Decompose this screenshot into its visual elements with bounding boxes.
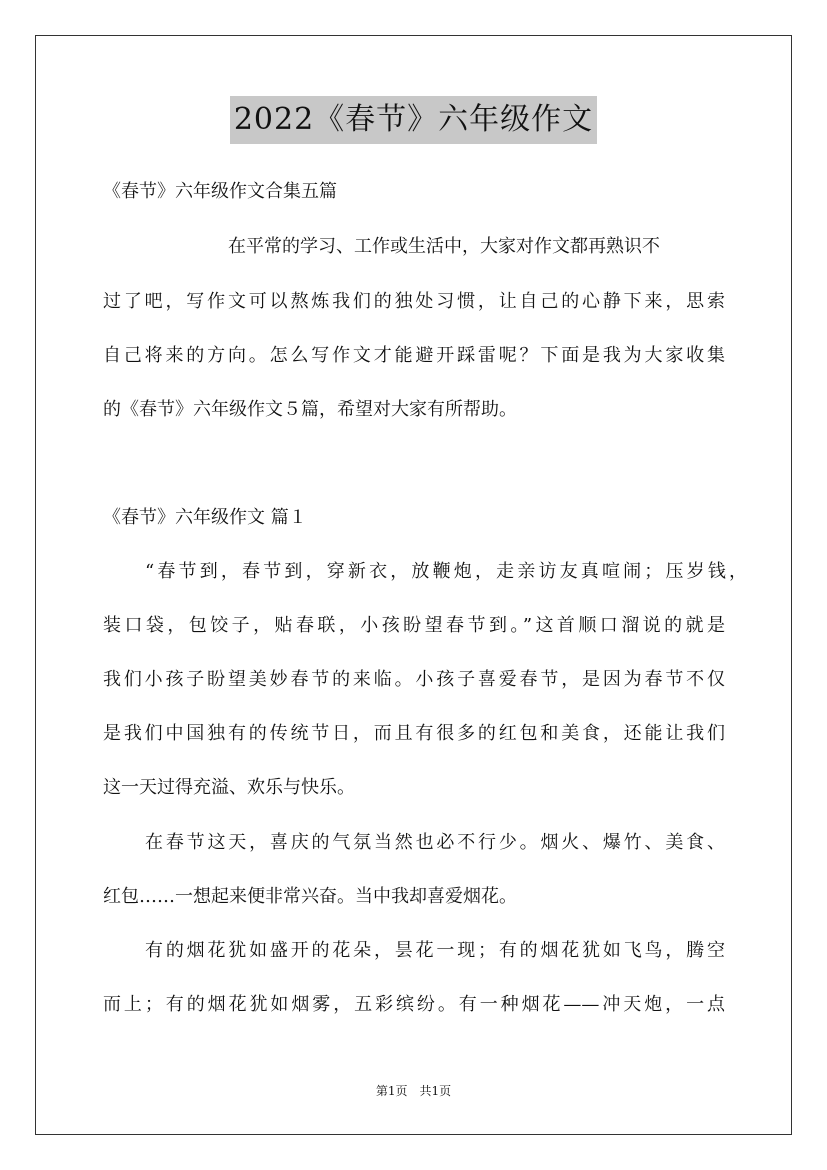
para1-line-1: “春节到，春节到，穿新衣，放鞭炮，走亲访友真喧闹；压岁钱， (145, 561, 747, 582)
para1-line-5: 这一天过得充溢、欢乐与快乐。 (103, 777, 355, 798)
intro-line-4: 的《春节》六年级作文５篇，希望对大家有所帮助。 (103, 399, 517, 420)
para2-line-1: 在春节这天，喜庆的气氛当然也必不行少。烟火、爆竹、美食、 (145, 832, 725, 853)
intro-line-2: 过了吧，写作文可以熬炼我们的独处习惯，让自己的心静下来，思索 (103, 291, 725, 312)
para3-line-1: 有的烟花犹如盛开的花朵，昙花一现；有的烟花犹如飞鸟，腾空 (145, 940, 725, 961)
document-subtitle: 《春节》六年级作文合集五篇 (103, 181, 337, 202)
para1-line-2: 装口袋，包饺子，贴春联，小孩盼望春节到。”这首顺口溜说的就是 (103, 615, 725, 636)
para3-line-2: 而上；有的烟花犹如烟雾，五彩缤纷。有一种烟花——冲天炮，一点 (103, 994, 725, 1015)
document-title: 2022《春节》六年级作文 (230, 96, 597, 144)
para1-line-4: 是我们中国独有的传统节日，而且有很多的红包和美食，还能让我们 (103, 723, 725, 744)
page-number: 第1页 共1页 (375, 1084, 452, 1098)
intro-line-3: 自己将来的方向。怎么写作文才能避开踩雷呢？下面是我为大家收集 (103, 345, 725, 366)
section-heading: 《春节》六年级作文 篇１ (103, 507, 307, 528)
para2-line-2: 红包……一想起来便非常兴奋。当中我却喜爱烟花。 (103, 886, 517, 907)
title-container (0, 96, 827, 144)
para1-line-3: 我们小孩子盼望美妙春节的来临。小孩子喜爱春节，是因为春节不仅 (103, 669, 725, 690)
intro-line-1: 在平常的学习、工作或生活中，大家对作文都再熟识不 (228, 236, 660, 257)
